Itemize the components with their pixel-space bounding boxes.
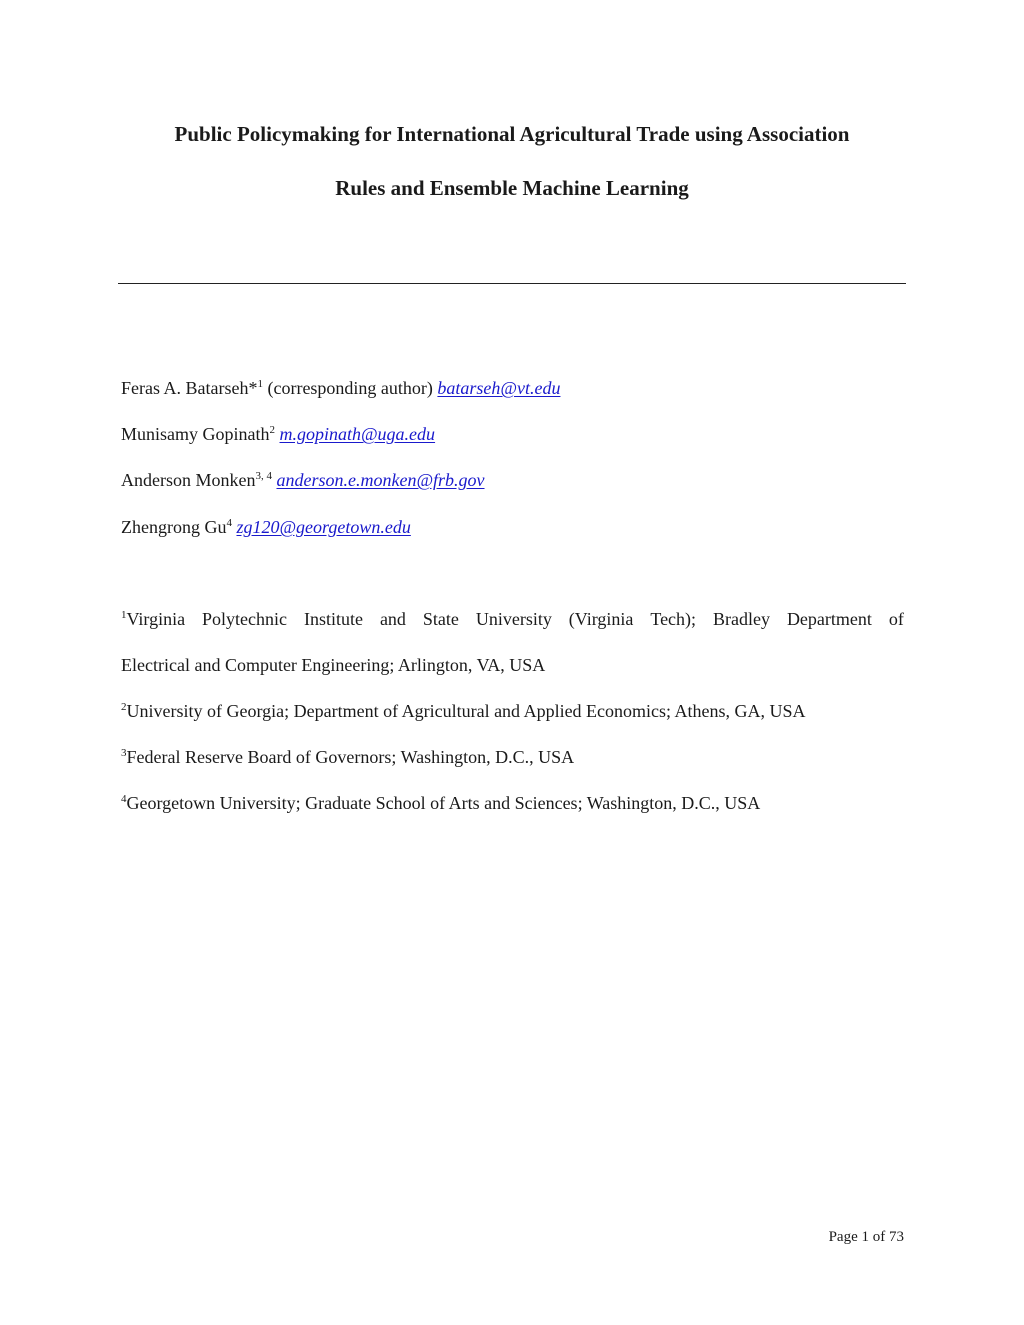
affiliation-word: State [422,609,459,629]
affiliation-marker: 4 [121,793,127,805]
author-email-link[interactable]: m.gopinath@uga.edu [279,424,436,444]
affiliation-marker: 2 [121,701,127,713]
author-email-link[interactable]: batarseh@vt.edu [437,378,561,398]
paper-title-line-1: Public Policymaking for International Agricultural Trade using Association [174,122,850,146]
affiliation-text: University of Georgia; Department of Agricultural and Applied Economics; Athens, GA, USA [126,701,806,721]
affiliation-marker: 3 [121,747,127,759]
author-affiliation-marker: 4 [226,517,232,529]
affiliation-marker: 1 [121,609,127,621]
author-email-link[interactable]: anderson.e.monken@frb.gov [276,470,485,490]
paper-title-line-2: Rules and Ensemble Machine Learning [335,176,689,200]
author-affiliation-marker: 2 [269,424,275,436]
affiliation-word: Tech); [650,609,697,629]
page-number: Page 1 of 73 [828,1229,904,1245]
affiliation-word: Polytechnic [202,609,288,629]
affiliation-word: University [475,609,552,629]
author-name: Feras A. Batarseh* [121,378,258,398]
author-line [121,377,560,399]
affiliation-1-line-2: Electrical and Computer Engineering; Arlington, VA, USA [121,655,546,675]
author-affiliation-marker: 1 [257,378,263,390]
affiliation-word: $^1$Virginia [121,609,186,629]
author-line [121,516,411,538]
affiliation-word: Department [786,609,872,629]
author-line [121,469,485,491]
title-divider [118,283,906,284]
author-name: Munisamy Gopinath [121,424,270,444]
affiliation-2 [121,700,806,722]
affiliation-word: and [379,609,406,629]
affiliation-text: Federal Reserve Board of Governors; Washington, D.C., USA [126,747,575,767]
affiliation-1-line-1 [121,608,904,630]
affiliation-word: of [888,609,904,629]
affiliation-4 [121,792,760,814]
affiliation-word: (Virginia [568,609,634,629]
affiliation-text: Georgetown University; Graduate School of Arts and Sciences; Washington, D.C., USA [126,793,761,813]
affiliation-3 [121,746,574,768]
author-line [121,423,435,445]
author-email-link[interactable]: zg120@georgetown.edu [236,517,411,537]
author-affiliation-marker: 3, 4 [255,470,272,482]
author-note: (corresponding author) [267,378,433,398]
affiliation-word: Bradley [713,609,770,629]
author-name: Anderson Monken [121,470,256,490]
author-name: Zhengrong Gu [121,517,227,537]
affiliation-word: Institute [303,609,363,629]
